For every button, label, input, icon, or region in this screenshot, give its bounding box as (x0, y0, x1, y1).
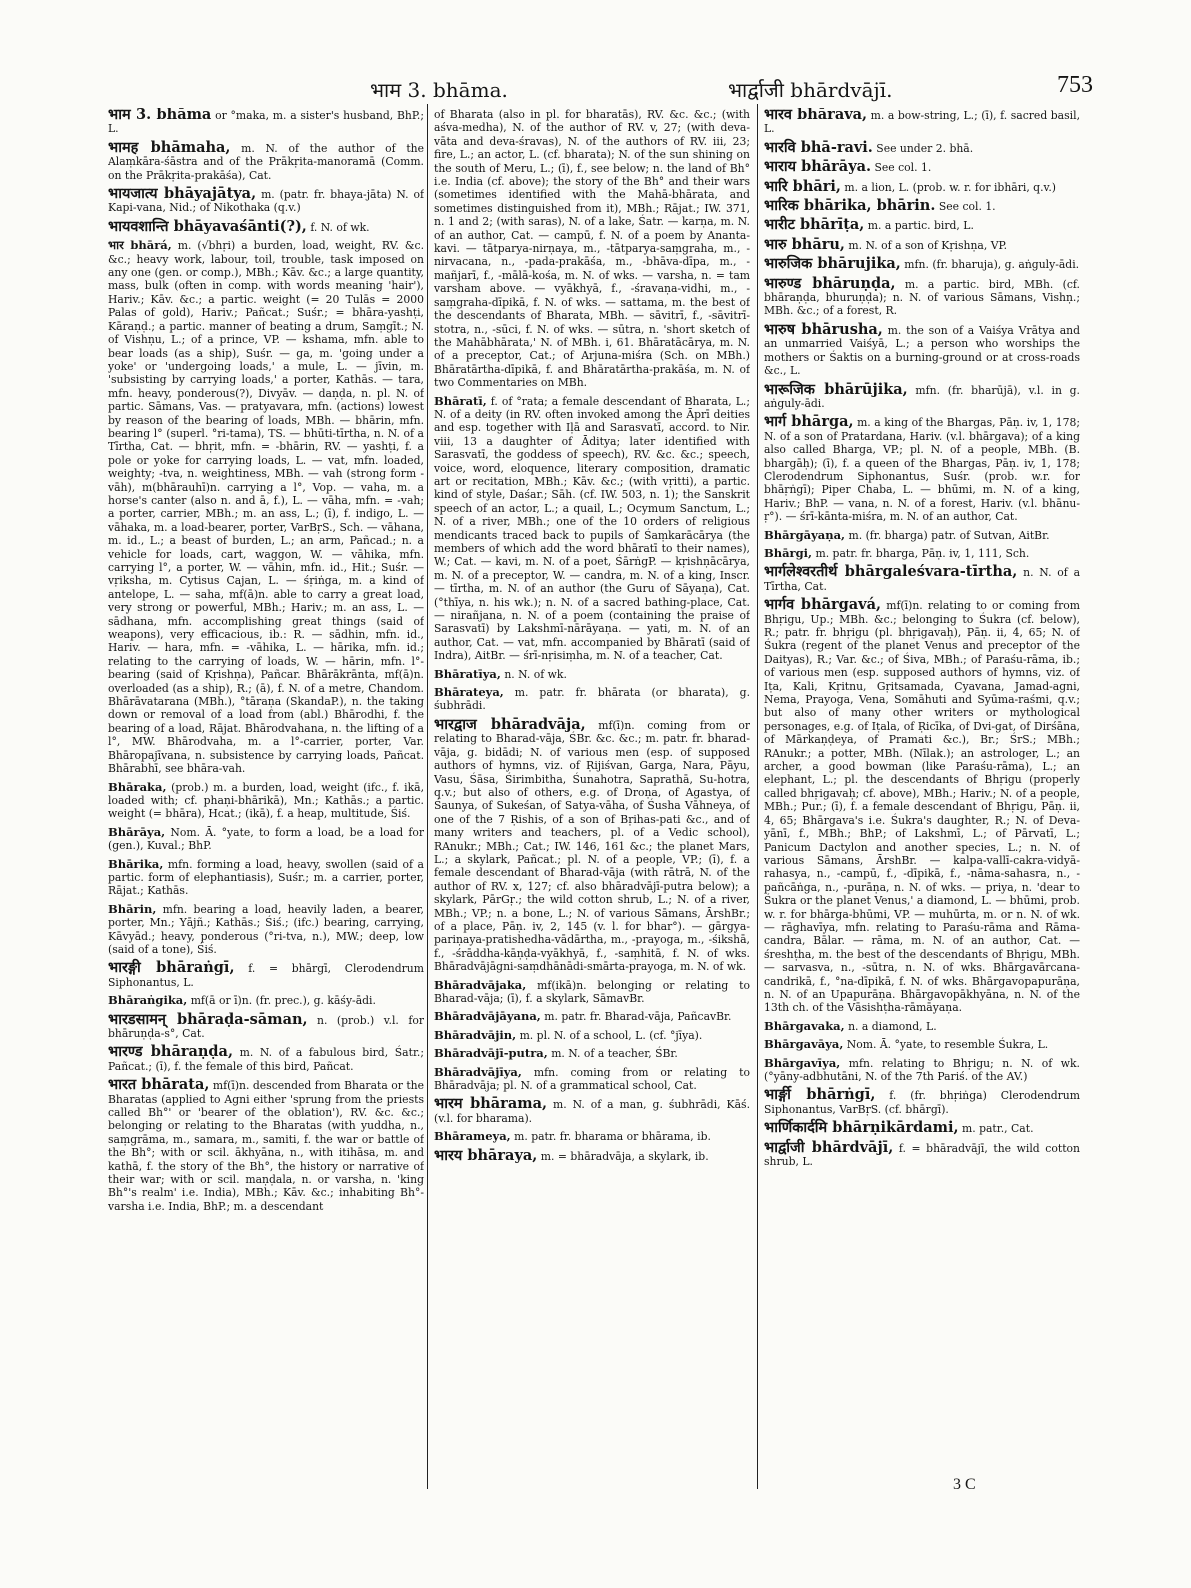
dictionary-entry (764, 257, 1080, 271)
entry-definition: mf(ī)n. coming from or relating to Bharad-vāja, ŚBr. &c. &c.; m. patr. fr. bharad-vāja, g. bidādi; N. of various men (esp. of supposed authors of hymns, viz. of Ṛijiśvan, Garga, Nara, Pāyu, Vasu, Śāsa, Śirimbitha, Śunahotra, Saprathā, Su-hotra, q.v.; but also of others, e.g. of Droṇa, of Agastya, of Śaunya, of Sukeśan, of Satya-vāha, of Śusha Vāhneya, of one of the 7 Ṛishis, of a son of Bṛihas-pati &c., and of many writers and teachers, pl. of a Vedic school), RAnukr.; MBh.; Cat.; IW. 146, 161 &c.; the planet Mars, L.; a skylark, Pañcat.; pl. N. of a people, VP.; (ī), f. a female descendant of Bharad-vāja (with rātrā, N. of the author of RV. x, 127; cf. also bhāradvājī-putra below); a skylark, PārGṛ.; the wild cotton shrub, L.; N. of a river, MBh.; VP.; n. a bone, L.; N. of various Sāmans, ĀrshBr.; of a place, Pāṇ. iv, 2, 145 (v. l. for bhar°). — gārgya-pariṇaya-pratishedha-vādārtha, m., -prayoga, m., -śikshā, f., -śrāddha-kāṇḍa-vyākhyā, f., -saṃhitā, f. N. of wks. Bhāradvājāgni-saṃdhānādi-smārta-prayoga, m. N. of wk. (434, 718, 750, 974)
entry-definition: m. patr. fr. Bharad-vāja, PañcavBr. (544, 1010, 732, 1024)
entry-headword: Bhārgi, (764, 545, 813, 560)
entry-headword: Bhāraka, (108, 779, 167, 794)
entry-headword: भारव bhārava, (764, 108, 868, 123)
entry-headword: Bhārgavāya, (764, 1037, 844, 1052)
dictionary-entry (764, 199, 1080, 213)
signature-mark: 3 C (953, 1476, 976, 1493)
dictionary-entry (108, 1010, 424, 1041)
entry-headword: भार्णिकार्दमि bhārṇikārdami, (764, 1119, 959, 1137)
entry-headword: Bhāradvājāyana, (434, 1009, 541, 1024)
column-3 (764, 108, 1080, 1548)
column-2 (434, 108, 750, 1548)
dictionary-entry (434, 668, 750, 681)
entry-headword: Bhāradvājaka, (434, 977, 527, 992)
entry-definition: mfn. (fr. bharuja), g. aṅguly-ādi. (904, 258, 1080, 272)
dictionary-entry (434, 108, 750, 390)
entry-definition: (prob.) m. a burden, load, weight (ifc., f. ikā, loaded with; cf. phaṇi-bhārikā), Mn.; Kathās.; a partic. weight (= bhāra), Hcat.; (ikā), f. a heap, multitude, Śiś. (108, 780, 424, 821)
dictionary-entry (764, 1088, 1080, 1116)
entry-definition: m. a partic. bird, MBh. (cf. bhāraṇḍa, bhuruṇḍa); n. N. of various Sāmans, Vishṇ.; MBh. &c.; of a forest, R. (764, 277, 1080, 318)
entry-definition: mfn. bearing a load, heavily laden, a bearer, porter, Mn.; Yājñ.; Kathās.; Śiś.; (ifc.) bearing, carrying, Kāvyād.; heavy, ponderous (°ri-tva, n.), MW.; deep, low (said of a tone), Śiś. (108, 902, 424, 956)
entry-definition: mfn. forming a load, heavy, swollen (said of a partic. form of elephantiasis), Suśr.; m. a carrier, porter, Rājat.; Kathās. (108, 857, 424, 898)
dictionary-entry (108, 217, 424, 235)
entry-headword: भारय bhāraya, (434, 1146, 538, 1164)
dictionary-entry (434, 686, 750, 713)
entry-headword: Bhārameya, (434, 1129, 511, 1144)
entry-headword: भारु bhāru, (764, 235, 845, 253)
entry-headword: Bhārgavīya, (764, 1055, 841, 1070)
entry-definition: See col. 1. (938, 200, 996, 214)
dictionary-entry (434, 979, 750, 1006)
entry-definition: f. (fr. bhṛiṅga) Clerodendrum Siphonantus, VarBṛS. (cf. bhārgī). (764, 1089, 1080, 1116)
entry-definition: n. (prob.) v.l. for bhāruṇḍa-s°, Cat. (108, 1013, 424, 1040)
entry-headword: भारूजिक bhārūjika, (764, 380, 908, 398)
dictionary-entry (108, 187, 424, 215)
entry-headword: भार bhārá, (108, 238, 172, 253)
entry-definition: m. N. of a teacher, ŚBr. (551, 1047, 678, 1061)
entry-headword: भाराय bhārāya. (764, 158, 872, 176)
entry-definition: m. patr. fr. bhārata (or bharata), g. śubhrādi. (434, 686, 750, 713)
entry-definition: Nom. Ā. °yate, to form a load, be a load for (gen.), Kuval.; BhP. (108, 825, 424, 853)
dictionary-entry (108, 108, 424, 136)
column-divider (757, 104, 758, 1489)
entry-headword: Bhārateya, (434, 685, 504, 700)
entry-headword: भारुण्ड bhāruṇḍa, (764, 274, 896, 292)
dictionary-entry (764, 415, 1080, 523)
dictionary-entry (764, 177, 1080, 195)
entry-definition: m. the son of a Vaiśya Vrātya and an unmarried Vaiśyā, L.; a person who worships the mothers or Śaktis on a burning-ground or at cross-roads &c., L. (764, 323, 1080, 378)
dictionary-entry (764, 320, 1080, 378)
entry-definition: m. pl. N. of a school, L. (cf. °jīya). (519, 1028, 703, 1042)
entry-definition: mf(ī)n. relating to or coming from Bhṛigu, Up.; MBh. &c.; belonging to Śukra (cf. below), R.; patr. fr. bhṛigu (pl. bhṛigavaḥ), Pāṇ. ii, 4, 65; N. of Śukra (regent of the planet Venus and preceptor of the Daityas), R.; Var. &c.; of Śiva, MBh.; of Paraśu-rāma, ib.; of various men (esp. supposed authors of hymns, viz. of Iṭa, Kali, Kṛitnu, Gṛitsamada, Cyavana, Jamad-agni, Nema, Prayoga, Vena, Somāhuti and Syūma-raśmi, q.v.; but also of many other writers or mythological personages, e.g. of Iṭala, of Ṛicīka, of Dvi-gat, of Dirśāna, of Mārkaṇḍeya, of Pramati &c.), Br.; ŚrS.; MBh.; RAnukr.; a potter, MBh. (Nīlak.); an astrologer, L.; an archer, a good bowman (like Paraśu-rāma), L.; an elephant, L.; pl. the descendants of Bhṛigu (properly called bhṛigavaḥ; cf. above), MBh.; Hariv.; N. of a people, MBh.; Pur.; (ī), f. a female descendant of Bhṛigu, Pāṇ. ii, 4, 65; Bhārgava's i.e. Śukra's daughter, R.; N. of Deva-yānī, f., MBh.; BhP.; of Lakshmī, L.; of Pārvatī, L.; Panicum Dactylon and another species, L.; n. N. of various Sāmans, ĀrshBr. — kalpa-vallī-cakra-vidyā-rahasya, n., -campū, f., -dīpikā, f., -nāma-sahasra, n., -pañcāṅga, n., -purāṇa, n. N. of wks. — priya, n. 'dear to Śukra or the planet Venus,' a diamond, L. — bhūmi, prob. w. r. for bhārga-bhūmi, VP. — muhūrta, m. or n. N. of wk. — rāghavīya, mfn. relating to Paraśu-rāma and Rāma-candra, Bālar. — rāma, m. N. of an author, Cat. — śreshṭha, m. the best of the descendants of Bhṛigu, MBh. — sarvasva, n., -sūtra, n. N. of wks. Bhārgavārcana-candrikā, f., °na-dīpikā, f. N. of wks. Bhārgavopapurāṇa, n. N. of an Upapurāṇa. Bhārgavopākhyāna, n. N. of the 13th ch. of the Vāsishṭha-rāmāyaṇa. (764, 599, 1080, 1015)
dictionary-entry (434, 1097, 750, 1125)
entry-headword: भारवि bhā-ravi. (764, 138, 873, 156)
entry-headword: भारिक bhārika, bhārin. (764, 197, 936, 215)
entry-definition: m. a partic. bird, L. (867, 219, 974, 233)
entry-headword: भारम bhārama, (434, 1095, 548, 1113)
entry-headword: Bhārin, (108, 901, 157, 916)
entry-definition: m. N. of the author of the Alaṃkāra-śāstra and of the Prākṛita-manoramā (Comm. on the Prākṛita-prakāśa), Cat. (108, 141, 424, 182)
entry-definition: m. patr. fr. bharama or bhārama, ib. (514, 1130, 711, 1144)
entry-headword: भारङ्गी bhāraṅgī, (108, 959, 235, 977)
entry-headword: भामह bhāmaha, (108, 138, 231, 156)
entry-headword: भाम 3. bhāma (108, 108, 212, 123)
entry-definition: mfn. (fr. bharūjā), v.l. in g. aṅguly-ādi. (764, 383, 1080, 410)
dictionary-entry (108, 994, 424, 1007)
entry-definition: f. of °rata; a female descendant of Bharata, L.; N. of a deity (in RV. often invoked among the Āprī deities and esp. together with Iḷā and Sarasvatī, accord. to Nir. viii, 13 a daughter of Āditya; later identified with Sarasvatī, the goddess of speech), RV. &c. &c.; speech, voice, word, eloquence, literary composition, dramatic art or recitation, MBh.; Kāv. &c.; (with vṛitti), a partic. kind of style, Daśar.; Sāh. (cf. IW. 503, n. 1); the Sanskrit speech of an actor, L.; a quail, L.; Ocymum Sanctum, L.; N. of a river, MBh.; one of the 10 orders of religious mendicants traced back to pupils of Śaṃkarācārya (the members of which add the word bhāratī to their names), W.; Cat. — kavi, m. N. of a poet, ŚārṅgP. — kṛishṇācārya, m. N. of a preceptor, W. — candra, m. N. of a king, Inscr. — tīrtha, m. N. of an author (the Guru of Sāyaṇa), Cat. (°thīya, n. his wk.); n. N. of a sacred bathing-place, Cat. — nirañjana, n. N. of a poem (containing the praise of Sarasvatī) by Lakshmī-nārāyaṇa. — yati, m. N. of an author, Cat. — vat, mfn. accompanied by Bhāratī (said of Indra), AitBr. — śrī-nṛisiṃha, m. N. of a teacher, Cat. (434, 394, 750, 663)
entry-headword: भार्गव bhārgavá, (764, 596, 882, 614)
dictionary-entry (764, 565, 1080, 593)
entry-headword: Bhāradvājī-putra, (434, 1046, 548, 1061)
entry-headword: भारुष bhārusha, (764, 320, 883, 338)
entry-headword: भायजात्य bhāyajātya, (108, 185, 257, 203)
header-left-headword: भाम 3. bhāma. (370, 78, 508, 102)
entry-definition: n. a diamond, L. (848, 1019, 937, 1033)
entry-definition: See col. 1. (874, 161, 932, 175)
entry-headword: भार्ग bhārga, (764, 413, 854, 431)
dictionary-entry (764, 218, 1080, 232)
entry-definition: or °maka, m. a sister's husband, BhP.; L. (108, 109, 424, 136)
dictionary-entry (764, 160, 1080, 174)
entry-headword: Bhāratīya, (434, 666, 501, 681)
entry-headword: भारडसामन् bhāraḍa-sāman, (108, 1010, 308, 1028)
entry-headword: भारत bhārata, (108, 1076, 210, 1094)
dictionary-entry (764, 138, 1080, 156)
entry-definition: m. (√bhṛi) a burden, load, weight, RV. &c. &c.; heavy work, labour, toil, trouble, task imposed on any one (gen. or comp.), MBh.; Kāv. &c.; a large quantity, mass, bulk (often in comp. with words meaning 'hair'), Hariv.; Kāv. &c.; a partic. weight (= 20 Tulās = 2000 Palas of gold), Hariv.; Pañcat.; Suśr.; = bhāra-yashṭi, Kāraṇḍ.; a partic. manner of beating a drum, Saṃgīt.; N. of Vishṇu, L.; of a prince, VP. — kshama, mfn. able to bear loads (as a ship), Suśr. — ga, m. 'going under a yoke' or 'undergoing loads,' a mule, L. — jīvin, m. 'subsisting by carrying loads,' a porter, Kathās. — tara, mfn. heavy, ponderous(?), Divyāv. — daṇḍa, n. pl. N. of partic. Sāmans, Vas. — pratyavara, mfn. (actions) lowest by reason of the bearing of loads, MBh. — bhārin, mfn. bearing l° (superl. °ri-tama), TS. — bhūti-tīrtha, n. N. of a Tīrtha, Cat. — bhṛit, mfn. = -bhārin, RV. — yashṭi, f. a pole or yoke for carrying loads, L. — vat, mfn. loaded, weighty; -tva, n. weightiness, MBh. — vah (strong form -vāh), m(bhārauhī)n. carrying a l°, Vop. — vaha, m. a horse's canter (also n. and ā, f.), L. — vāha, mfn. = -vah; a porter, carrier, MBh.; m. an ass, L.; (ī), f. indigo, L. — vāhaka, m. a load-bearer, porter, VarBṛS., Sch. — vāhana, m. id., L.; a beast of burden, L.; an arm, Pañcad.; n. a vehicle for loads, cart, waggon, W. — vāhika, mfn. carrying l°, a porter, W. — vāhin, mfn. id., Hit.; Suśr. — vṛiksha, m. Cytisus Cajan, L. — śṛiṅga, m. a kind of antelope, L. — saha, mf(ā)n. able to carry a great load, very strong or powerful, MBh.; Hariv.; m. an ass, L. — sādhana, mfn. accomplishing great things (said of weapons), very efficacious, ib.: R. — sādhin, mfn. id., Hariv. — hara, mfn. = -vāhika, L. — hārika, mfn. id.; relating to the carrying of loads, W. — hārin, mfn. l°-bearing (said of Kṛishṇa), Pañcar. Bhārākrānta, mf(ā)n. overloaded (as a ship), R.; (ā), f. N. of a metre, Chandom. Bhārāvatarana (MBh.), °tāraṇa (SkandaP.), n. the taking down or removal of a load from (abl.) Bhārodhi, f. the bearing of a load, Rājat. Bhārodvahana, n. the lifting of a l°, MW. Bhārodvaha, m. a l°-carrier, porter, Var. Bhāropajīvana, n. subsistence by carrying loads, Pañcat. Bhārabhī, see bhāra-vah. (108, 239, 424, 776)
entry-definition: n. N. of a Tīrtha, Cat. (764, 566, 1080, 593)
entry-headword: भारुजिक bhārujika, (764, 255, 901, 273)
dictionary-entry (764, 1138, 1080, 1169)
header-right-headword: भार्द्वाजी bhārdvājī. (728, 78, 893, 102)
dictionary-entry (434, 715, 750, 974)
entry-headword: भारीट bhārīṭa, (764, 216, 865, 234)
running-header (108, 66, 1093, 106)
dictionary-entry (764, 235, 1080, 253)
entry-headword: भार्द्वाजी bhārdvājī, (764, 1138, 894, 1156)
entry-headword: भार्गलेश्वरतीर्थ bhārgaleśvara-tīrtha, (764, 563, 1018, 581)
dictionary-entry (764, 598, 1080, 1015)
entry-definition: n. N. of wk. (504, 667, 567, 681)
entry-definition: f. N. of wk. (310, 220, 370, 234)
dictionary-entry (764, 108, 1080, 136)
dictionary-entry (434, 1146, 750, 1164)
entry-definition: See under 2. bhā. (876, 141, 974, 155)
dictionary-entry (764, 274, 1080, 318)
entry-definition: f. = bhārgī, Clerodendrum Siphonantus, L. (108, 962, 424, 989)
entry-headword: Bhārāya, (108, 824, 166, 839)
entry-headword: भारि bhāri, (764, 177, 841, 195)
page-number: 753 (1057, 72, 1093, 98)
dictionary-entry (434, 1047, 750, 1060)
entry-headword: Bhāratī, (434, 393, 487, 408)
entry-definition: m. = bhāradvāja, a skylark, ib. (540, 1149, 709, 1163)
dictionary-entry (108, 858, 424, 898)
dictionary-entry (108, 903, 424, 957)
dictionary-entry (764, 529, 1080, 542)
column-1 (108, 108, 424, 1548)
column-divider (427, 104, 428, 1489)
entry-definition: mf(ā or ī)n. (fr. prec.), g. kāśy-ādi. (190, 994, 376, 1008)
entry-headword: Bhāradvājin, (434, 1027, 517, 1042)
dictionary-entry (764, 1020, 1080, 1033)
entry-definition: mfn. relating to Bhṛigu; n. N. of wk. (°yāny-adbhutāni, N. of the 7th Pariś. of the AV.) (764, 1056, 1080, 1083)
dictionary-entry (764, 380, 1080, 411)
entry-definition: of Bharata (also in pl. for bharatās), RV. &c. &c.; (with aśva-medha), N. of the author of RV. v, 27; (with deva-vāta and deva-śravas), N. of the authors of RV. iii, 23; fire, L.; an actor, L. (cf. bharata); N. of the sun shining on the south of Meru, L.; (ī), f., see below; n. the land of Bh° i.e. India (cf. above); the story of the Bh° and their wars (sometimes identified with the Mahā-bhārata, and sometimes distinguished from it), MBh.; Rājat.; IW. 371, n. 1 and 2; (with saras), N. of a lake, Śatr. — karṇa, m. N. of an author, Cat. — campū, f. N. of a poem by Ananta-kavi. — tātparya-nirṇaya, m., -tātparya-saṃgraha, m., -nirvacana, n., -pada-prakāśa, m., -bhāva-dīpa, m., -mañjarī, f., -mālā-kośa, m. N. of wks. — varsha, n. = tam varsham above. — vyākhyā, f., -śravaṇa-vidhi, m., -saṃgraha-dīpikā, f. N. of wks. — sattama, m. the best of the descendants of Bharata, MBh. — sāvitrī, f., -sāvitrī-stotra, n., -sūci, f. N. of wks. — sūtra, n. 'short sketch of the Mahābhārata,' N. of MBh. i, 61. Bhāratācārya, m. N. of a preceptor, Cat.; of Arjuna-miśra (Sch. on MBh.) Bhāratārtha-dīpikā, f. and Bhāratārtha-prakāśa, m. N. of two Commentaries on MBh. (434, 108, 750, 390)
entry-headword: Bhāraṅgika, (108, 993, 188, 1008)
entry-definition: f. = bhāradvājī, the wild cotton shrub, L. (764, 1141, 1080, 1169)
dictionary-entry (108, 138, 424, 182)
entry-definition: m. (fr. bharga) patr. of Sutvan, AitBr. (848, 528, 1050, 542)
dictionary-entry (108, 961, 424, 989)
dictionary-entry (108, 1045, 424, 1073)
dictionary-entry (434, 1010, 750, 1023)
dictionary-entry (434, 1029, 750, 1042)
dictionary-entry (108, 781, 424, 821)
entry-definition: m. patr., Cat. (961, 1122, 1034, 1136)
dictionary-entry (764, 1121, 1080, 1135)
dictionary-entry (434, 395, 750, 663)
entry-definition: m. a king of the Bhargas, Pāṇ. iv, 1, 178; N. of a son of Pratardana, Hariv. (v.l. bhārgava); of a king also called Bharga, VP.; pl. N. of a people, MBh. (B. bhargāḥ); (ī), f. a queen of the Bhargas, Pāṇ. iv, 1, 178; Clerodendrum Siphonantus, Suśr. (prob. w.r. for bhāṛṅgī); Piper Chaba, L. — bhūmi, m. N. of a king, Hariv.; BhP. — vana, n. N. of a forest, Hariv. (v.l. bhānu-ṛ°). — śrī-kānta-miśra, m. N. of an author, Cat. (764, 416, 1080, 524)
entry-definition: m. a bow-string, L.; (ī), f. sacred basil, L. (764, 109, 1080, 136)
entry-definition: m. a lion, L. (prob. w. r. for ibhāri, q.v.) (844, 180, 1056, 194)
dictionary-entry (764, 1038, 1080, 1051)
entry-headword: Bhārika, (108, 856, 164, 871)
dictionary-entry (764, 1057, 1080, 1084)
dictionary-entry (108, 239, 424, 775)
entry-definition: Nom. Ā. °yate, to resemble Śukra, L. (846, 1038, 1049, 1052)
entry-definition: m. N. of a man, g. śubhrādi, Kāś. (v.l. for bharama). (434, 1098, 750, 1125)
dictionary-entry (108, 1078, 424, 1213)
entry-definition: mfn. coming from or relating to Bhāradvāja; pl. N. of a grammatical school, Cat. (434, 1065, 750, 1093)
dictionary-entry (434, 1130, 750, 1143)
entry-headword: भारद्वाज bhāradvāja, (434, 715, 586, 733)
dictionary-entry (108, 826, 424, 853)
entry-definition: m. N. of a son of Kṛishṇa, VP. (848, 238, 1008, 252)
entry-definition: mf(ikā)n. belonging or relating to Bharad-vāja; (ī), f. a skylark, SāmavBr. (434, 978, 750, 1005)
entry-definition: m. patr. fr. bharga, Pāṇ. iv, 1, 111, Sch. (815, 546, 1030, 560)
dictionary-entry (764, 547, 1080, 560)
dictionary-entry (434, 1066, 750, 1093)
entry-headword: Bhārgavaka, (764, 1018, 845, 1033)
entry-headword: भार्ङ्गी bhārṅgī, (764, 1086, 876, 1104)
entry-headword: Bhārgāyaṇa, (764, 527, 846, 542)
entry-headword: भायवशान्ति bhāyavaśānti(?), (108, 217, 307, 235)
entry-definition: m. (patr. fr. bhaya-jāta) N. of Kapi-vana, Nid.; of Nikothaka (q.v.) (108, 188, 424, 215)
entry-definition: m. N. of a fabulous bird, Śatr.; Pañcat.; (ī), f. the female of this bird, Pañcat. (108, 1046, 424, 1073)
entry-definition: mf(ī)n. descended from Bharata or the Bharatas (applied to Agni either 'sprung from the priests called Bh°' or 'bearer of the oblation'), RV. &c. &c.; belonging or relating to the Bharatas (with yuddha, n., saṃgrāma, m., samara, m., samiti, f. the war or battle of the Bh°; with or scil. ākhyāna, n., with itihāsa, m. and kathā, f. the story of the Bh°, the history or narrative of their war; with or scil. maṇḍala, n. or varsha, n. 'king Bh°'s realm' i.e. India), MBh.; Kāv. &c.; inhabiting Bh°-varsha i.e. India, BhP.; m. a descendant (108, 1079, 424, 1213)
entry-headword: Bhāradvājīya, (434, 1064, 522, 1079)
entry-headword: भारण्ड bhāraṇḍa, (108, 1043, 233, 1061)
